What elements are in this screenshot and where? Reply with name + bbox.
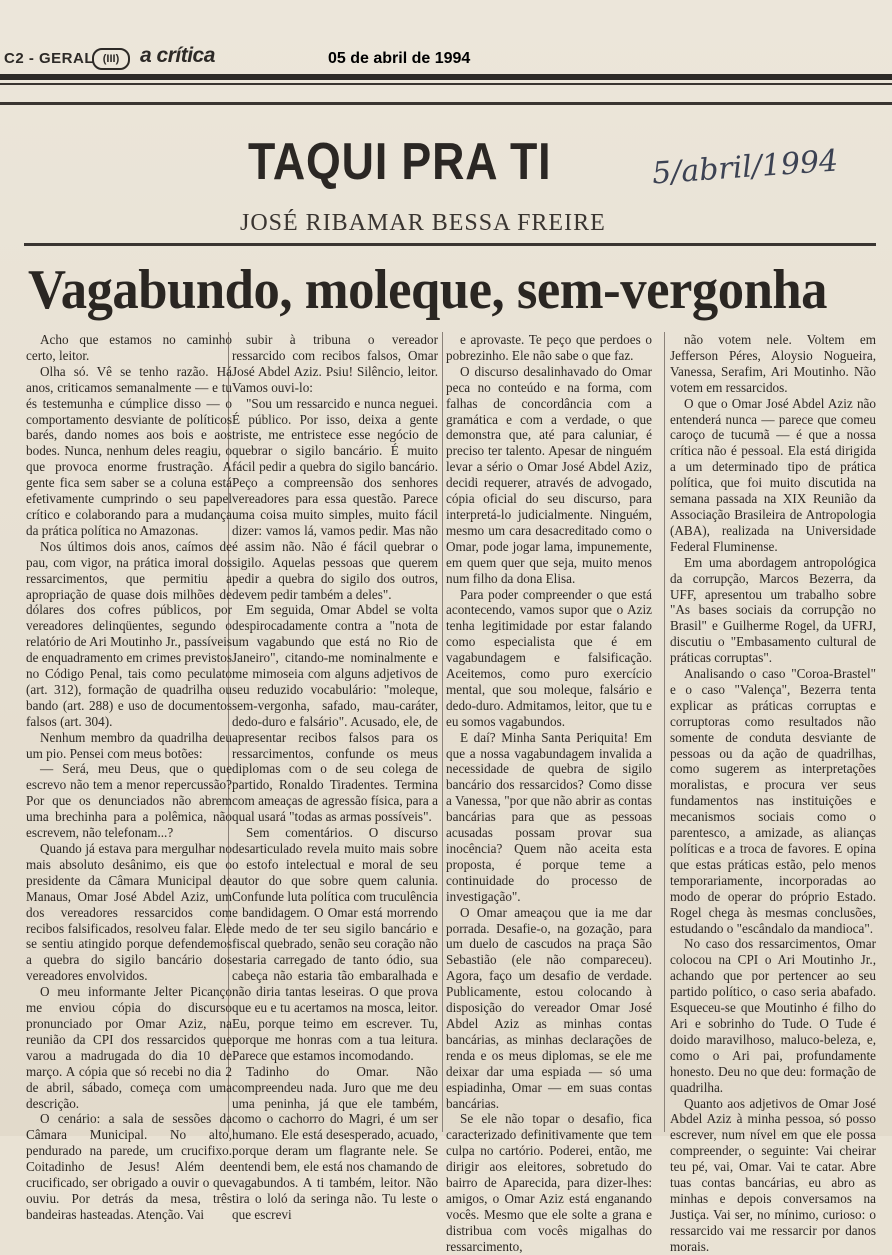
masthead-rule-thin: [0, 83, 892, 85]
paragraph: — Será, meu Deus, que o que escrevo não tem a menor repercussão? Por que os denunciados não abrem uma brechinha para a polêmica, não escrevem, não telefonam...?: [26, 761, 232, 841]
article-column-1: [26, 332, 232, 1222]
newspaper-brand: a crítica: [140, 44, 215, 67]
paragraph: Se ele não topar o desafio, fica caracterizado definitivamente que tem culpa no cartório. Poderei, então, me dirigir aos eleitores, sobretudo do bairro de Aparecida, para dizer-lhes: amigos, o Omar Aziz está enganando vocês. Mesmo que ele solte a grana e distribua com vocês migalhas do ressarcimento,: [446, 1111, 652, 1254]
paragraph: Quando já estava para mergulhar no mais absoluto desânimo, eis que o presidente da Câmara Municipal de Manaus, Omar José Abdel Aziz, um dos vereadores ressarcidos com recibos falsificados, resolveu falar. Ele se sentiu atingido porque defendemos a quebra do sigilo bancário dos vereadores envolvidos.: [26, 841, 232, 984]
paragraph: "Sou um ressarcido e nunca neguei. É público. Por isso, deixa a gente triste, me entristece esse negócio de quebrar o sigilo bancário. É muito fácil pedir a quebra do sigilo bancário. Peço a compreensão dos senhores vereadores para essa questão. Parece uma coisa muito simples, muito fácil dizer: vamos lá, vamos pedir. Mas não é assim não. Não é fácil quebrar o sigilo. Aquelas pessoas que querem pedir a quebra do sigilo dos outros, devem pedir também a deles".: [232, 395, 438, 602]
paragraph: O discurso desalinhavado do Omar peca no conteúdo e na forma, com falhas de concordância com a gramática e com a verdade, o que demonstra que, até para caluniar, é preciso ter talento. Apesar de ninguém levar a sério o Omar José Abdel Aziz, decidi requerer, através de advogado, cópia oficial do seu discurso, para interpretá-lo judicialmente. Ninguém, mesmo um cara desacreditado como o Omar, pode jogar lama, impunemente, em quem quer que seja, muito menos num filho da dona Elisa.: [446, 363, 652, 586]
paragraph: Analisando o caso "Coroa-Brastel" e o caso "Valença", Bezerra tenta explicar as práticas corruptas e corruptoras como resultados não somente de conduta desviante de pessoas ou da ação de quadrilhas, como sugerem as interpretações moralistas, e procura ver seus fundamentos nas instituições e mecanismos sociais como o parentesco, a amizade, as alianças políticas e a troca de favores. E opina que estas práticas estão, pelo menos temporariamente, incorporadas ao modo de operar do próprio Estado. Rogel chega às mesmas conclusões, estudando o "escândalo da mandioca".: [670, 666, 876, 936]
publication-date: 05 de abril de 1994: [328, 50, 471, 67]
paragraph: Nos últimos dois anos, caímos de pau, com vigor, na prática imoral dos ressarcimentos, que permitiu a apropriação de quase dois milhões de dólares dos cofres públicos, por vereadores delinqüentes, segundo o relatório de Ari Moutinho Jr., passíveis de enquadramento em crimes previstos no Código Penal, tais como peculato (art. 312), formação de quadrilha ou bando (art. 288) e uso de documentos falsos (art. 304).: [26, 538, 232, 729]
section-rule: [0, 102, 892, 105]
column-author: JOSÉ RIBAMAR BESSA FREIRE: [240, 210, 606, 236]
article-column-3: [446, 332, 652, 1254]
paragraph: subir à tribuna o vereador ressarcido com recibos falsos, Omar José Abdel Aziz. Psiu! Silêncio, leitor. Vamos ouvi-lo:: [232, 332, 438, 395]
article-body: [26, 332, 884, 1254]
paragraph: Tadinho do Omar. Não compreendeu nada. Juro que me deu uma peninha, já que ele também, como o cachorro do Magri, é um ser humano. Ele está desesperado, acuado, porque deram um flagrante nele. Se entendi bem, ele está nos chamando de vagabundos. A ti também, leitor. Não tira o loló da seringa não. Tu leste o que escrevi: [232, 1063, 438, 1222]
section-label: C2 - GERAL: [4, 50, 95, 67]
column-title: TAQUI PRA TI: [248, 133, 552, 191]
handwritten-date: 5/abril/1994: [651, 143, 840, 192]
paragraph: Para poder compreender o que está acontecendo, vamos supor que o Aziz tenha legitimidade por estar falando como especialista que é em vagabundagem e falsificação. Aceitemos, como puro exercício mental, que sou moleque, falsário e dedo-duro. Admitamos, leitor, que tu e eu somos vagabundos.: [446, 586, 652, 729]
paragraph: O meu informante Jelter Picanço me enviou cópia do discurso pronunciado por Omar Aziz, na reunião da CPI dos ressarcidos que varou a madrugada do dia 10 de março. A cópia que só recebi no dia 2 de abril, sábado, começa com uma descrição.: [26, 984, 232, 1111]
paragraph: não votem nele. Voltem em Jefferson Péres, Aloysio Nogueira, Vanessa, Serafim, Ari Moutinho. Não votem em ressarcidos.: [670, 332, 876, 395]
paragraph: Acho que estamos no caminho certo, leitor.: [26, 332, 232, 363]
paragraph: Olha só. Vê se tenho razão. Há anos, criticamos semanalmente — e tu és testemunha e cúmplice disso — o comportamento desviante de políticos barés, dando nomes aos bois e aos bodes. Nunca, nenhum deles reagiu, o que provoca enorme frustração. A gente fica sem saber se a coluna está efetivamente cumprindo o seu papel crítico e colaborando para a mudança da prática política no Amazonas.: [26, 363, 232, 538]
article-headline: Vagabundo, moleque, sem-vergonha: [28, 259, 828, 321]
paragraph: Em uma abordagem antropológica da corrupção, Marcos Bezerra, da UFF, apresentou um trabalho sobre "As bases sociais da corrupção no Brasil" e Guilherme Rogel, da UFRJ, discutiu o "Embasamento cultural de práticas corruptas".: [670, 554, 876, 666]
paragraph: Sem comentários. O discurso desarticulado revela muito mais sobre o estofo intelectual e moral de seu autor do que sobre quem calunia. Confunde luta política com truculência e bandidagem. O Omar está morrendo de medo de ter seu sigilo bancário e fiscal quebrado, senão seu coração não estaria carregado de tanto ódio, sua cabeça não estaria tão embaralhada e não diria tantas leseiras. O que prova que eu e tu acertamos na mosca, leitor. Eu, porque teimo em escrever. Tu, porque me honras com a tua leitura. Parece que estamos incomodando.: [232, 825, 438, 1063]
masthead-rule: [0, 74, 892, 80]
paragraph: O que o Omar José Abdel Aziz não entenderá nunca — parece que comeu caroço de tucumã — é que a nossa crítica não é pessoal. Ela está dirigida a um determinado tipo de prática política, que foi muito discutida na semana passada na XIX Reunião da Associação Brasileira de Antropologia (ABA), realizada na Universidade Federal Fluminense.: [670, 395, 876, 554]
article-column-4: [670, 332, 876, 1254]
paragraph: E daí? Minha Santa Periquita! Em que a nossa vagabundagem invalida a necessidade de quebra de sigilo bancário dos ressarcidos? Como disse a Vanessa, "por que não abrir as contas bancárias para que as pessoas acusadas possam provar sua inocência? Quem não aceita esta proposta, é porque teme a continuidade do processo de investigação".: [446, 729, 652, 904]
newspaper-logo-badge: (III): [92, 48, 130, 70]
paragraph: O Omar ameaçou que ia me dar porrada. Desafie-o, na gozação, para um duelo de cascudos na praça São Sebastião (ele não compareceu). Agora, faço um desafio de verdade. Publicamente, estou colocando à disposição do vereador Omar José Abdel Aziz as minhas contas bancárias, as minhas declarações de renda e os meus diplomas, se ele me deixar dar uma espiada — só uma espiadinha, Omar — em suas contas bancárias.: [446, 904, 652, 1111]
masthead: [0, 40, 892, 76]
paragraph: Em seguida, Omar Abdel se volta despirocadamente contra a "nota de um vagabundo que está no Rio de Janeiro", citando-me nominalmente e me mimoseia com alguns adjetivos de seu reduzido vocabulário: "moleque, sem-vergonha, safado, mau-caráter, dedo-duro e falsário". Acusado, ele, de apresentar recibos falsos para os ressarcimentos, confunde os meus diplomas com o de seu colega de partido, Ronaldo Tiradentes. Termina com ameaças de agressão física, para a qual usará "todas as armas possíveis".: [232, 602, 438, 825]
paragraph: O cenário: a sala de sessões da Câmara Municipal. No alto, pendurado na parede, um crucifixo. Coitadinho de Jesus! Além de crucificado, ser obrigado a ouvir o que ouviu. Por detrás da mesa, três bandeiras hasteadas. Atenção. Vai: [26, 1111, 232, 1222]
paragraph: No caso dos ressarcimentos, Omar colocou na CPI o Ari Moutinho Jr., achando que por pertencer ao seu partido político, o caso seria abafado. Esqueceu-se que Moutinho é filho do Ari e sobrinho do Tude. O Tude é doido maravilhoso, maluco-beleza, e, como o Ari pai, profundamente honesto. Deu no que deu: formação de quadrilha.: [670, 936, 876, 1095]
paragraph: Quanto aos adjetivos de Omar José Abdel Aziz à minha pessoa, só posso escrever, num nível em que ele possa compreender, o seguinte: Vai cheirar teu pé, vai, Omar. Vai te catar. Abre tuas contas bancárias, eu abro as minhas e depois conversamos na Justiça. Vai ser, no mínimo, curioso: o ressarcido vai me ressarcir por danos morais.: [670, 1095, 876, 1254]
paragraph: Nenhum membro da quadrilha deu um pio. Pensei com meus botões:: [26, 729, 232, 761]
paragraph: e aprovaste. Te peço que perdoes o pobrezinho. Ele não sabe o que faz.: [446, 332, 652, 363]
article-column-2: [232, 332, 438, 1222]
author-rule: [24, 243, 876, 246]
